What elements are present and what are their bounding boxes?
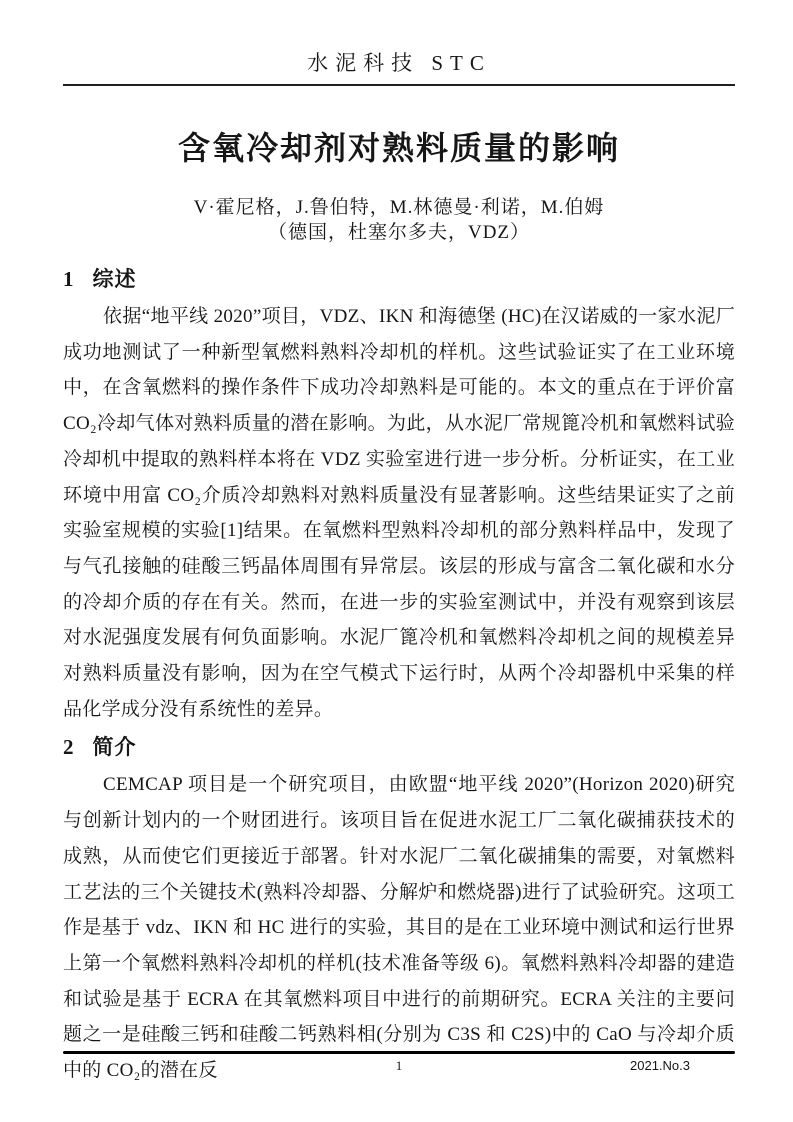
issue-number: 2021.No.3 — [630, 1058, 690, 1073]
affiliation-line: （德国，杜塞尔多夫，VDZ） — [267, 222, 531, 243]
page-footer — [63, 1051, 735, 1076]
section-1-title: 综述 — [92, 268, 137, 291]
footer-row — [63, 1058, 735, 1076]
section-2-number: 2 — [63, 735, 75, 760]
section-2-paragraph: CEMCAP 项目是一个研究项目，由欧盟“地平线 2020”(Horizon 2020)研究与创新计划内的一个财团进行。该项目旨在促进水泥工厂二氧化碳捕获技术的成熟，从而使它们更接近于部署。针对水泥厂二氧化碳捕集的需要，对氧燃料工艺法的三个关键技术(熟料冷却器、分解炉和燃烧器)进行了试验研究。这项工作是基于 vdz、IKN 和 HC 进行的实验，其目的是在工业环境中测试和运行世界上第一个氧燃料熟料冷却机的样机(技术准备等级 6)。氧燃料熟料冷却器的建造和试验是基于 ECRA 在其氧燃料项目中进行的前期研究。ECRA 关注的主要问题之一是硅酸三钙和硅酸二钙熟料相(分别为 C3S 和 C2S)中的 CaO 与冷却介质中的 CO₂的潜在反 — [63, 774, 735, 1082]
header-rule — [63, 84, 735, 86]
section-2-title: 简介 — [92, 736, 137, 760]
journal-title: 水泥科技 STC — [307, 51, 491, 75]
section-1-paragraph: 依据“地平线 2020”项目，VDZ、IKN 和海德堡 (HC)在汉诺威的一家水泥厂成功地测试了一种新型氧燃料熟料冷却机的样机。这些试验证实了在工业环境中，在含氧燃料的操作条件下成功冷却熟料是可能的。本文的重点在于评价富 CO₂冷却气体对熟料质量的潜在影响。为此，从水泥厂常规篦冷机和氧燃料试验冷却机中提取的熟料样本将在 VDZ 实验室进行进一步分析。分析证实，在工业环境中用富 CO₂介质冷却熟料对熟料质量没有显著影响。这些结果证实了之前实验室规模的实验[1]结果。在氧燃料型熟料冷却机的部分熟料样品中，发现了与气孔接触的硅酸三钙晶体周围有异常层。该层的形成与富含二氧化碳和水分的冷却介质的存在有关。然而，在进一步的实验室测试中，并没有观察到该层对水泥强度发展有何负面影响。水泥厂篦冷机和氧燃料冷却机之间的规模差异对熟料质量没有影响，因为在空气模式下运行时，从两个冷却器机中采集的样品化学成分没有系统性的差异。 — [63, 306, 735, 720]
section-2-heading — [63, 733, 735, 762]
article-title: 含氧冷却剂对熟料质量的影响 — [177, 130, 620, 166]
page-number: 1 — [395, 1058, 403, 1073]
footer-rule — [63, 1051, 735, 1054]
authors-line: V·霍尼格，J.鲁伯特，M.林德曼·利诺，M.伯姆 — [193, 197, 605, 218]
section-1-heading — [63, 265, 735, 294]
section-1-number: 1 — [63, 267, 75, 291]
